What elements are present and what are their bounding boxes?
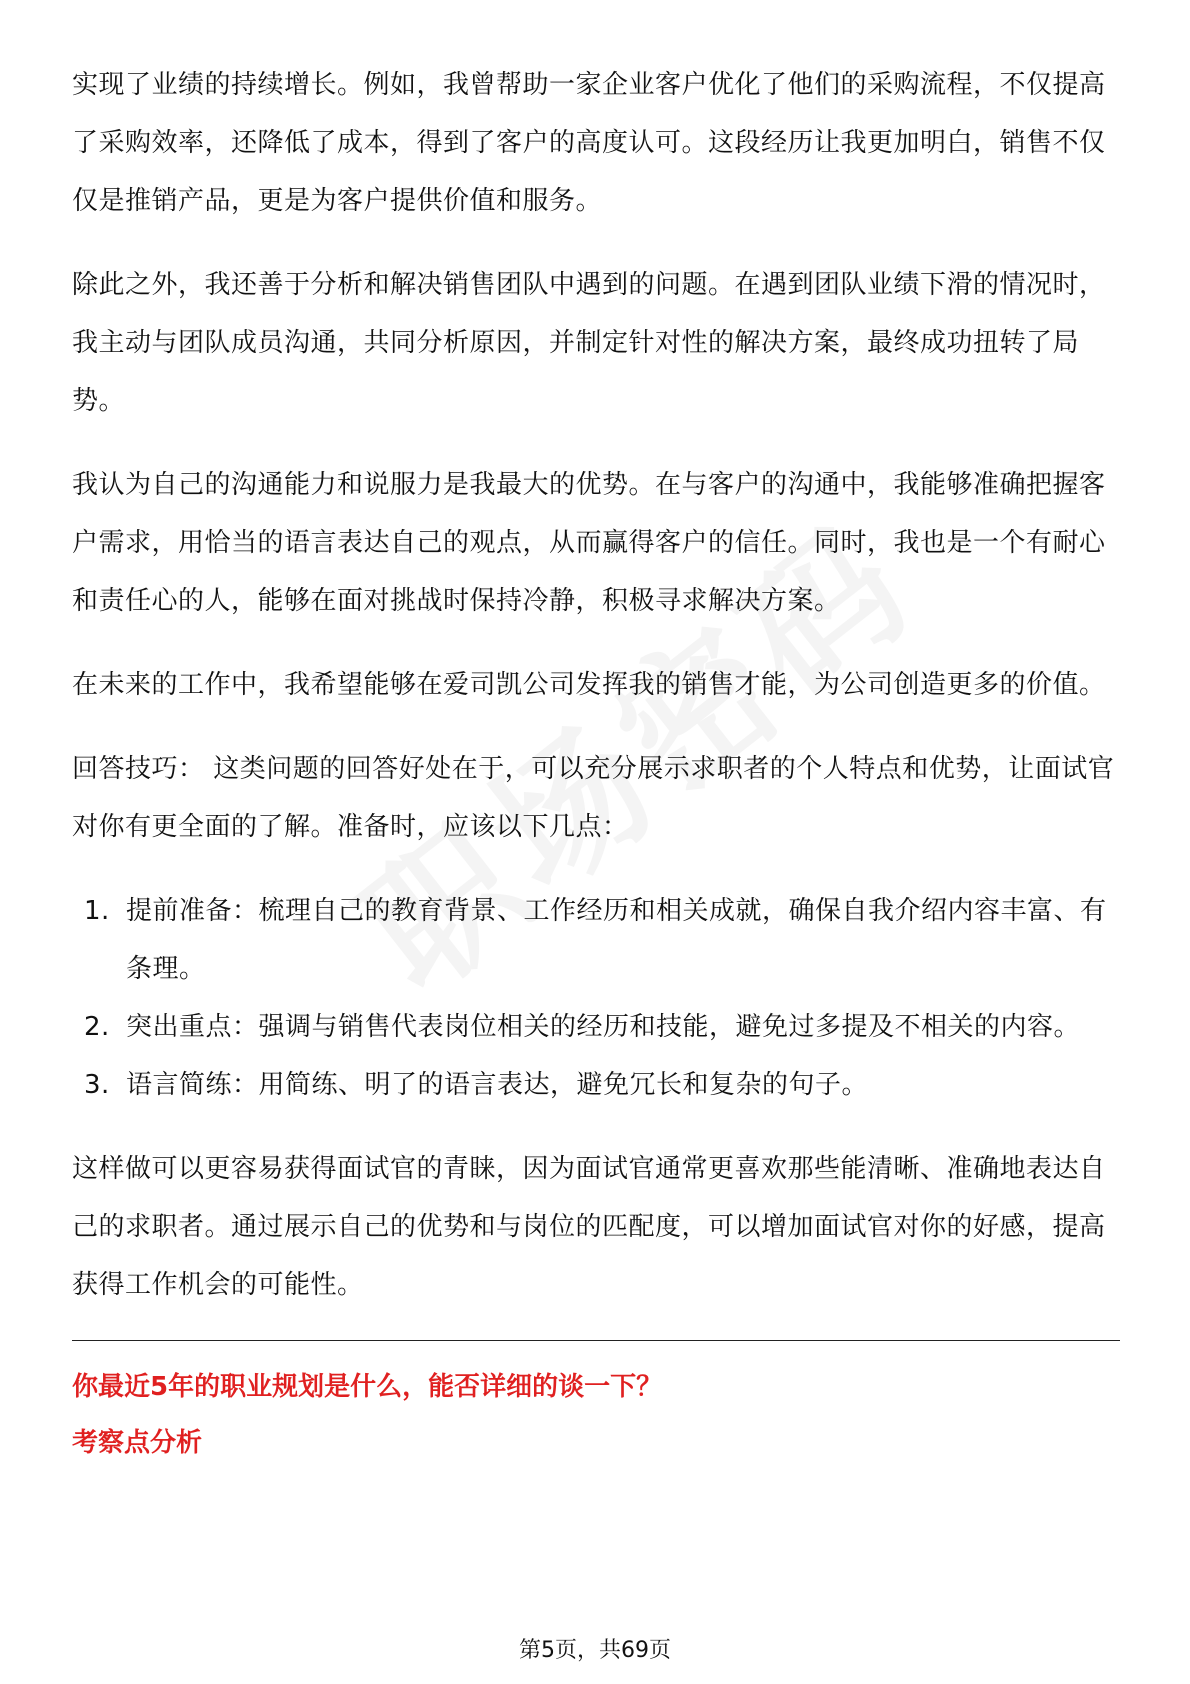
tips-list <box>72 882 1120 1114</box>
list-item-text: 提前准备：梳理自己的教育背景、工作经历和相关成就，确保自我介绍内容丰富、有条理。 <box>126 896 1107 984</box>
page-content <box>72 56 1120 1471</box>
section-divider <box>72 1340 1120 1341</box>
body-paragraph: 这样做可以更容易获得面试官的青睐，因为面试官通常更喜欢那些能清晰、准确地表达自己的求职者。通过展示自己的优势和与岗位的匹配度，可以增加面试官对你的好感，提高获得工作机会的可能性。 <box>72 1154 1106 1300</box>
list-item-number: 3. <box>84 1070 110 1100</box>
page-number-footer: 第5页，共69页 <box>519 1638 671 1663</box>
body-paragraph: 我认为自己的沟通能力和说服力是我最大的优势。在与客户的沟通中，我能够准确把握客户需求，用恰当的语言表达自己的观点，从而赢得客户的信任。同时，我也是一个有耐心和责任心的人，能够在面对挑战时保持冷静，积极寻求解决方案。 <box>72 470 1106 616</box>
list-item-number: 2. <box>84 1012 110 1042</box>
list-item-text: 语言简练：用简练、明了的语言表达，避免冗长和复杂的句子。 <box>126 1070 869 1100</box>
list-item-number: 1. <box>84 896 110 926</box>
list-item <box>72 882 1120 998</box>
analysis-subheading: 考察点分析 <box>72 1428 203 1458</box>
list-item <box>72 1056 1120 1114</box>
list-item-text: 突出重点：强调与销售代表岗位相关的经历和技能，避免过多提及不相关的内容。 <box>126 1012 1081 1042</box>
body-paragraph: 在未来的工作中，我希望能够在爱司凯公司发挥我的销售才能，为公司创造更多的价值。 <box>72 670 1106 700</box>
body-paragraph: 实现了业绩的持续增长。例如，我曾帮助一家企业客户优化了他们的采购流程，不仅提高了采购效率，还降低了成本，得到了客户的高度认可。这段经历让我更加明白，销售不仅仅是推销产品，更是为客户提供价值和服务。 <box>72 70 1106 216</box>
answer-tips-intro: 回答技巧： 这类问题的回答好处在于，可以充分展示求职者的个人特点和优势，让面试官对你有更全面的了解。准备时，应该以下几点： <box>72 754 1115 842</box>
body-paragraph: 除此之外，我还善于分析和解决销售团队中遇到的问题。在遇到团队业绩下滑的情况时，我主动与团队成员沟通，共同分析原因，并制定针对性的解决方案，最终成功扭转了局势。 <box>72 270 1106 416</box>
list-item <box>72 998 1120 1056</box>
next-question-heading: 你最近5年的职业规划是什么，能否详细的谈一下？ <box>72 1372 663 1402</box>
